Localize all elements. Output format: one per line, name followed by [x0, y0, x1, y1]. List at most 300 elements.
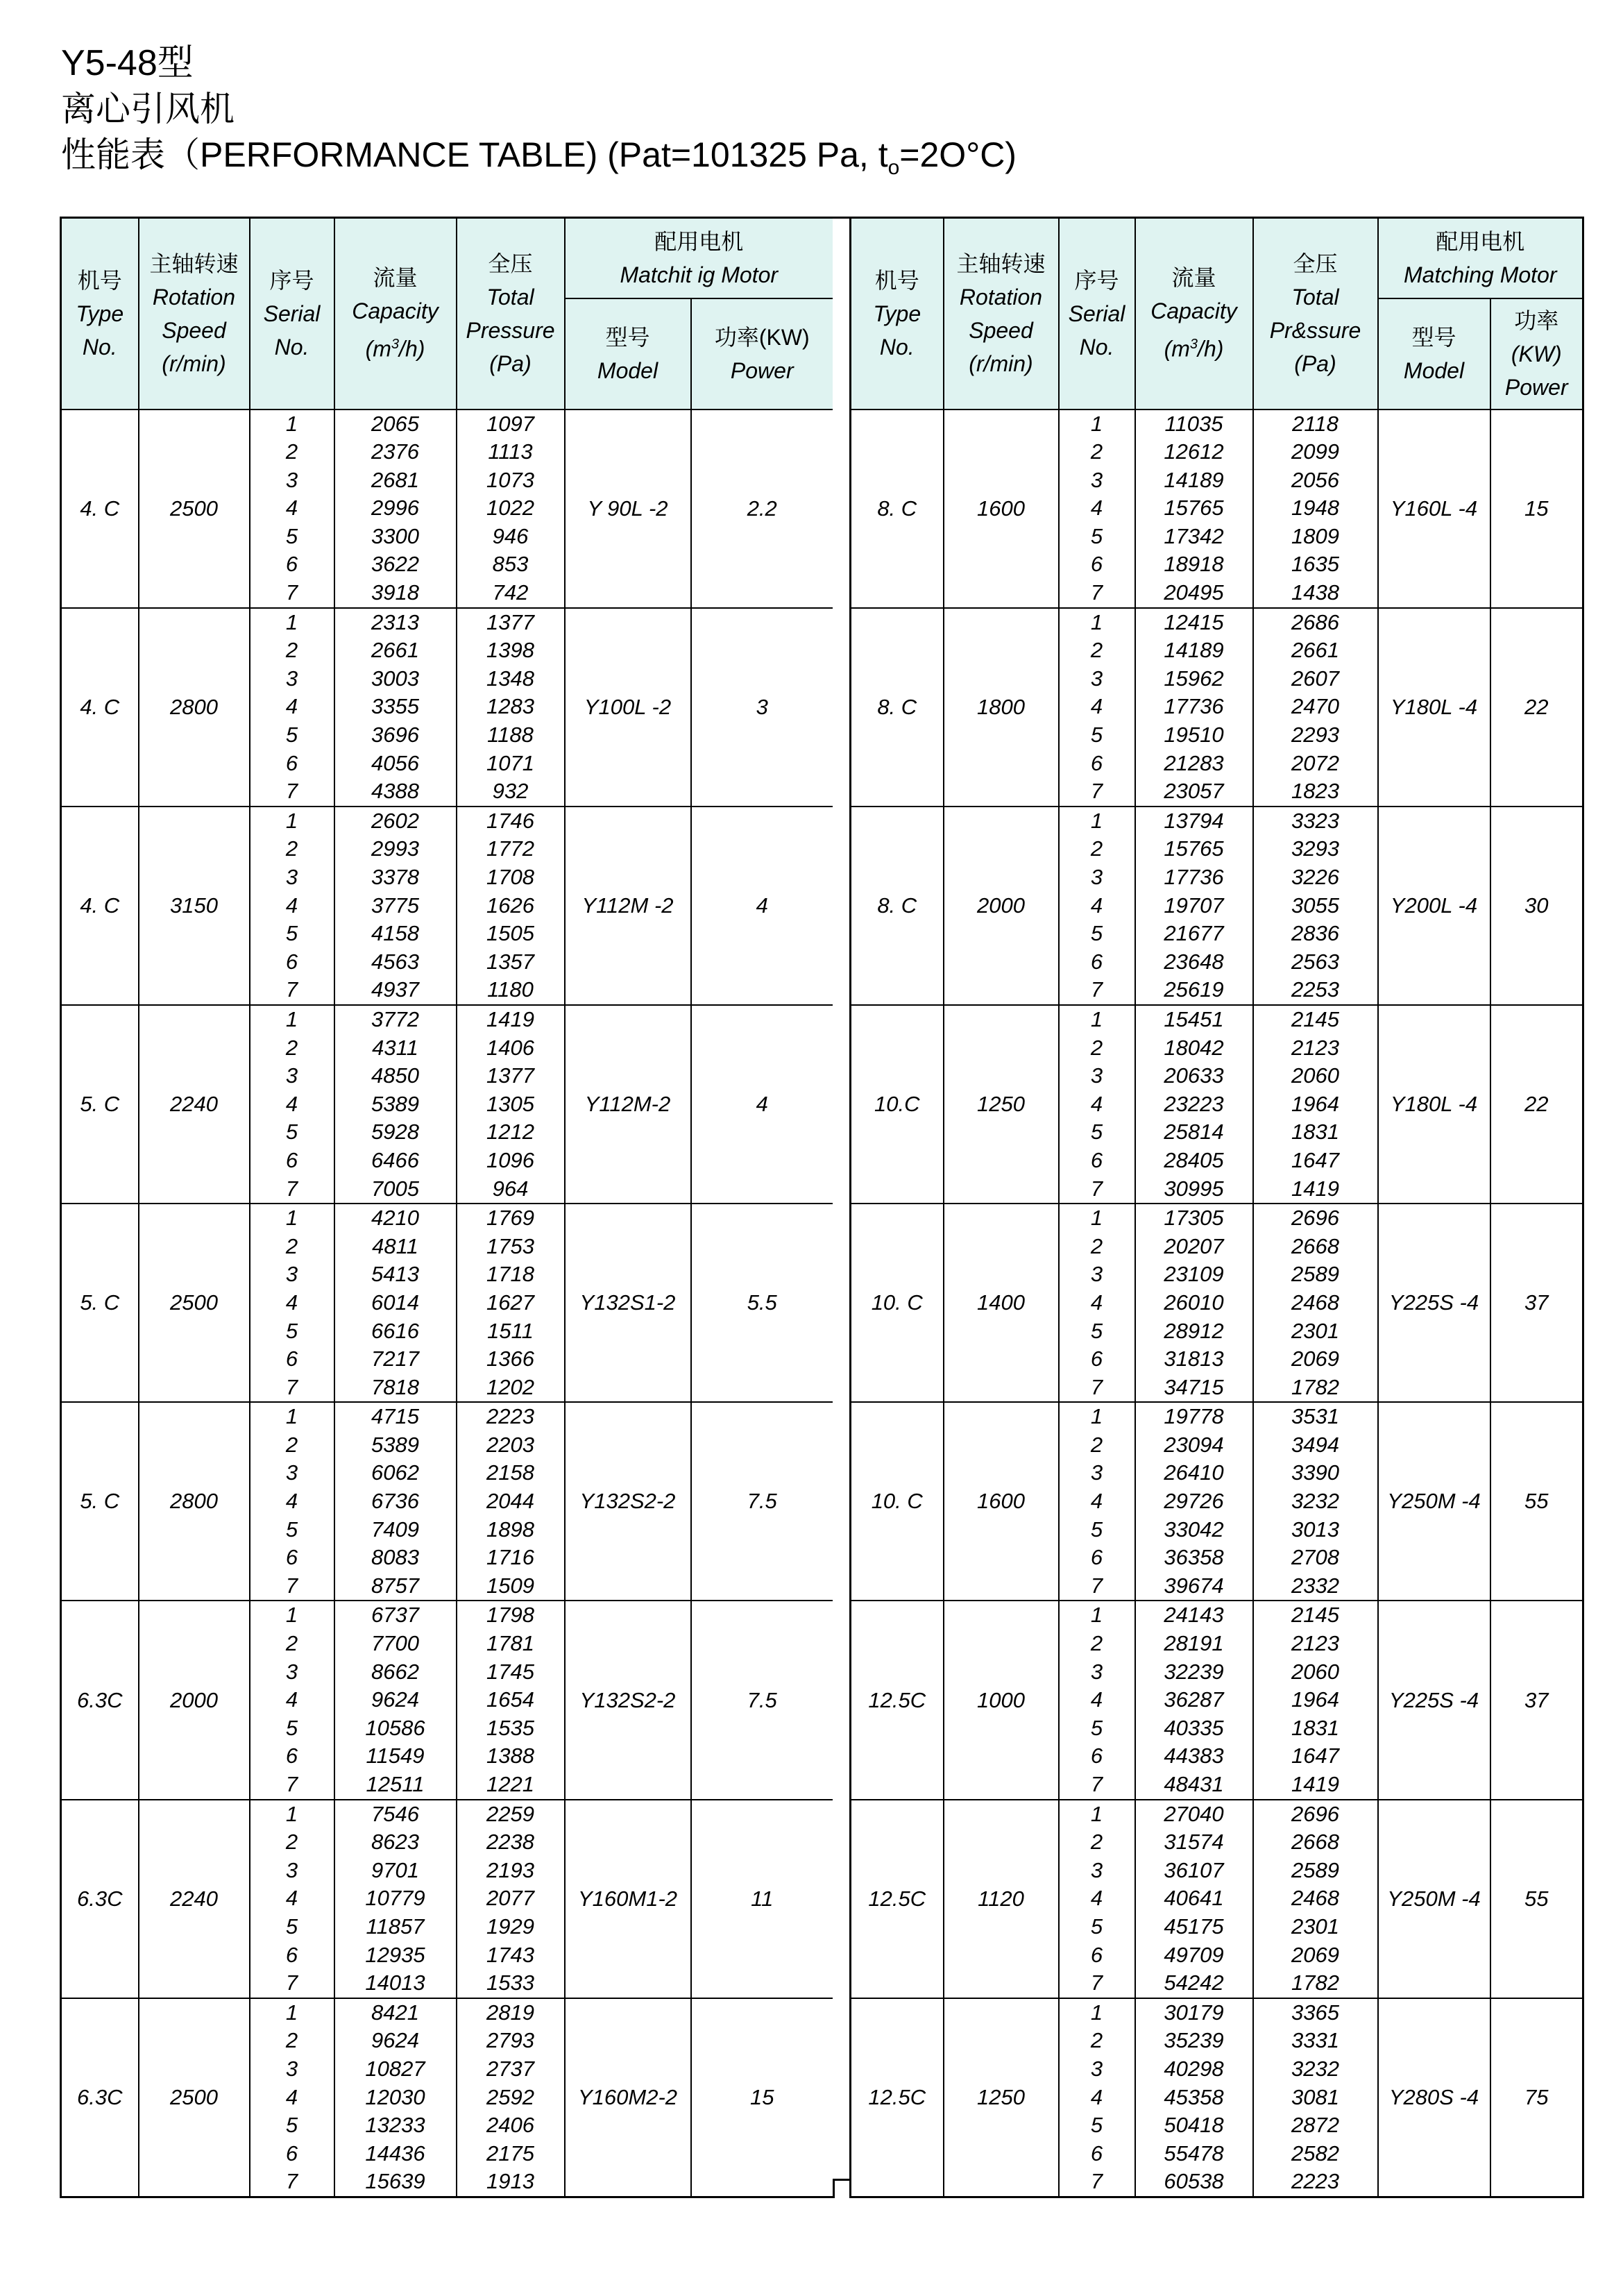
capacity-cell — [334, 807, 457, 1005]
type-no-cell: 5. C — [61, 1204, 139, 1402]
serial-no-cell-value: 6 — [285, 2141, 298, 2166]
type-no-cell: 12.5C — [851, 1601, 944, 1799]
total-pressure-cell — [1253, 1601, 1378, 1799]
total-pressure-cell-value: 1073 — [486, 467, 534, 492]
capacity-cell-value: 26010 — [1164, 1290, 1224, 1315]
total-pressure-cell-value: 1745 — [486, 1659, 534, 1684]
serial-no-cell — [250, 1402, 334, 1601]
header-total-pressure-line: (Pa) — [489, 351, 532, 376]
capacity-cell-value: 26410 — [1164, 1460, 1224, 1485]
header-rotation-speed-line: Rotation — [152, 284, 236, 310]
capacity-cell-value: 10586 — [365, 1715, 425, 1740]
capacity-cell — [334, 608, 457, 807]
serial-no-cell-value: 5 — [1090, 1914, 1103, 1939]
serial-no-cell-value: 2 — [285, 1035, 298, 1060]
serial-no-cell-value: 6 — [1090, 2141, 1103, 2166]
serial-no-cell-value: 5 — [285, 523, 298, 548]
capacity-cell-value: 34715 — [1164, 1374, 1224, 1399]
motor-model-cell: Y160M1-2 — [565, 1800, 691, 1998]
total-pressure-cell-value: 3390 — [1291, 1460, 1339, 1485]
serial-no-cell-value: 2 — [1090, 2028, 1103, 2053]
capacity-cell — [1135, 1998, 1253, 2197]
capacity-cell-value: 4388 — [371, 779, 419, 804]
capacity-cell-value: 12511 — [366, 1772, 425, 1796]
total-pressure-cell-value: 2661 — [1291, 638, 1339, 663]
serial-no-cell-value: 4 — [1090, 2084, 1103, 2109]
total-pressure-cell — [1253, 608, 1378, 807]
capacity-cell-value: 29726 — [1164, 1489, 1224, 1514]
capacity-cell-value: 3003 — [371, 666, 419, 691]
capacity-cell-value: 55478 — [1164, 2141, 1224, 2166]
motor-power-cell: 55 — [1490, 1800, 1583, 1998]
total-pressure-cell — [1253, 807, 1378, 1005]
serial-no-cell-value: 7 — [285, 580, 298, 605]
capacity-cell — [1135, 1601, 1253, 1799]
total-pressure-cell — [457, 1402, 565, 1601]
capacity-cell-value: 32239 — [1164, 1659, 1224, 1684]
header-motor-power — [691, 298, 834, 410]
total-pressure-cell-value: 1535 — [486, 1715, 534, 1740]
total-pressure-cell-value: 1357 — [486, 949, 534, 974]
table-row — [851, 807, 1583, 1005]
total-pressure-cell-value: 1366 — [486, 1347, 534, 1371]
serial-no-cell-value: 1 — [1090, 411, 1103, 436]
capacity-cell-value: 39674 — [1164, 1573, 1224, 1598]
capacity-cell-value: 6737 — [371, 1603, 419, 1628]
capacity-cell — [334, 1402, 457, 1601]
capacity-cell-value: 8421 — [371, 2000, 419, 2025]
serial-no-cell-value: 4 — [285, 1687, 298, 1712]
capacity-cell-value: 60538 — [1164, 2169, 1224, 2194]
serial-no-cell-value: 7 — [285, 1374, 298, 1399]
rotation-speed-cell: 2500 — [139, 410, 250, 608]
capacity-cell-value: 3918 — [371, 580, 419, 605]
total-pressure-cell-value: 1831 — [1291, 1120, 1339, 1145]
capacity-cell-value: 49709 — [1164, 1942, 1224, 1967]
total-pressure-cell-value: 3232 — [1291, 1489, 1339, 1514]
rotation-speed-cell: 1600 — [944, 410, 1059, 608]
capacity-cell-value: 8662 — [371, 1659, 419, 1684]
capacity-cell-value: 7409 — [371, 1517, 419, 1542]
serial-no-cell-value: 3 — [285, 666, 298, 691]
type-no-cell: 10. C — [851, 1402, 944, 1601]
capacity-cell-value: 8757 — [371, 1573, 419, 1598]
header-motor-power-line: (KW) — [1511, 341, 1562, 366]
serial-no-cell-value: 4 — [1090, 1489, 1103, 1514]
header-total-pressure-line: Total — [1291, 284, 1339, 310]
serial-no-cell-value: 4 — [1090, 1290, 1103, 1315]
total-pressure-cell-value: 1718 — [486, 1262, 534, 1287]
total-pressure-cell-value: 1071 — [486, 750, 534, 775]
total-pressure-cell-value: 1438 — [1291, 580, 1339, 605]
total-pressure-cell-value: 2293 — [1291, 723, 1339, 748]
header-matching-motor-line: 配用电机 — [1436, 228, 1525, 254]
total-pressure-cell-value: 2589 — [1291, 1857, 1339, 1882]
capacity-cell — [1135, 807, 1253, 1005]
motor-power-cell: 55 — [1490, 1402, 1583, 1601]
serial-no-cell-value: 6 — [285, 1147, 298, 1172]
total-pressure-cell-value: 1188 — [487, 723, 534, 748]
serial-no-cell-value: 6 — [285, 552, 298, 577]
table-row — [61, 1005, 834, 1204]
capacity-cell-value: 19510 — [1164, 723, 1224, 748]
total-pressure-cell — [1253, 1005, 1378, 1204]
table-row — [61, 608, 834, 807]
table-row — [61, 1402, 834, 1601]
serial-no-cell-value: 5 — [285, 2113, 298, 2138]
serial-no-cell-value: 4 — [285, 1886, 298, 1911]
total-pressure-cell-value: 2145 — [1291, 1603, 1339, 1628]
capacity-cell-value: 20207 — [1164, 1233, 1224, 1258]
total-pressure-cell — [1253, 1402, 1378, 1601]
capacity-cell-value: 3378 — [371, 865, 419, 889]
capacity-cell-value: 2376 — [371, 439, 419, 464]
right-table — [849, 217, 1582, 2194]
capacity-cell-value: 7818 — [371, 1374, 419, 1399]
total-pressure-cell-value: 2099 — [1291, 439, 1339, 464]
total-pressure-cell — [457, 1204, 565, 1402]
total-pressure-cell-value: 1348 — [486, 666, 534, 691]
motor-power-cell: 4 — [691, 1005, 834, 1204]
capacity-cell-value: 7005 — [371, 1176, 419, 1201]
motor-power-cell: 3 — [691, 608, 834, 807]
rotation-speed-cell: 1400 — [944, 1204, 1059, 1402]
capacity-cell-value: 5389 — [371, 1091, 419, 1116]
capacity-cell-value: 20633 — [1164, 1063, 1224, 1088]
capacity-cell-value: 6062 — [371, 1460, 419, 1485]
capacity-cell-value: 21677 — [1164, 921, 1224, 946]
header-total-pressure-line: 全压 — [488, 251, 533, 276]
rotation-speed-cell: 1250 — [944, 1998, 1059, 2197]
serial-no-cell-value: 4 — [285, 2084, 298, 2109]
rotation-speed-cell: 2000 — [139, 1601, 250, 1799]
serial-no-cell-value: 3 — [1090, 865, 1103, 889]
total-pressure-cell-value: 2708 — [1291, 1545, 1339, 1570]
capacity-cell-value: 23057 — [1164, 779, 1224, 804]
total-pressure-cell-value: 1647 — [1291, 1744, 1339, 1769]
capacity-cell — [1135, 410, 1253, 608]
capacity-cell-value: 15451 — [1164, 1006, 1224, 1031]
capacity-cell-value: 19707 — [1164, 893, 1224, 918]
capacity-cell — [1135, 1800, 1253, 1998]
total-pressure-cell-value: 1809 — [1291, 523, 1339, 548]
total-pressure-cell-value: 2582 — [1291, 2141, 1339, 2166]
serial-no-cell — [250, 410, 334, 608]
serial-no-cell-value: 7 — [285, 1970, 298, 1995]
rotation-speed-cell: 1600 — [944, 1402, 1059, 1601]
serial-no-cell-value: 7 — [285, 1772, 298, 1796]
serial-no-cell-value: 6 — [285, 1545, 298, 1570]
type-no-cell: 6.3C — [61, 1800, 139, 1998]
header-rotation-speed-line: 主轴转速 — [149, 251, 239, 276]
motor-power-cell: 11 — [691, 1800, 834, 1998]
capacity-cell-value: 3775 — [371, 893, 419, 918]
header-serial-no-line: Serial — [1068, 301, 1125, 326]
rotation-speed-cell: 2240 — [139, 1800, 250, 1998]
capacity-cell-value: 13794 — [1164, 808, 1224, 833]
table-row — [61, 1204, 834, 1402]
serial-no-cell-value: 7 — [1090, 779, 1103, 804]
serial-no-cell-value: 1 — [285, 609, 298, 634]
total-pressure-cell-value: 932 — [492, 779, 529, 804]
type-no-cell: 8. C — [851, 410, 944, 608]
header-motor-power-line: Power — [730, 357, 794, 383]
capacity-cell — [334, 1601, 457, 1799]
serial-no-cell-value: 5 — [285, 723, 298, 748]
capacity-cell-value: 28405 — [1164, 1147, 1224, 1172]
total-pressure-cell-value: 946 — [492, 523, 529, 548]
serial-no-cell-value: 7 — [285, 2169, 298, 2194]
header-capacity-unit: (m — [365, 337, 391, 362]
left-table — [60, 217, 833, 2194]
capacity-cell-value: 4811 — [372, 1233, 418, 1258]
rotation-speed-cell: 2500 — [139, 1998, 250, 2197]
total-pressure-cell-value: 964 — [492, 1176, 529, 1201]
serial-no-cell-value: 6 — [1090, 1347, 1103, 1371]
header-total-pressure-line: Pressure — [466, 317, 555, 343]
total-pressure-cell-value: 2123 — [1291, 1035, 1339, 1060]
total-pressure-cell-value: 1505 — [486, 921, 534, 946]
capacity-cell-value: 11549 — [366, 1744, 425, 1769]
serial-no-cell-value: 4 — [1090, 496, 1103, 521]
capacity-cell-value: 2993 — [371, 836, 419, 861]
total-pressure-cell-value: 3331 — [1291, 2028, 1339, 2053]
serial-no-cell-value: 2 — [1090, 1830, 1103, 1855]
total-pressure-cell-value: 3531 — [1291, 1404, 1339, 1429]
header-motor-power-line: 功率 — [1514, 307, 1559, 333]
header-motor-model — [1378, 298, 1490, 410]
serial-no-cell-value: 1 — [1090, 609, 1103, 634]
serial-no-cell-value: 3 — [285, 1460, 298, 1485]
total-pressure-cell-value: 3081 — [1291, 2084, 1339, 2109]
total-pressure-cell-value: 1964 — [1291, 1687, 1339, 1712]
total-pressure-cell-value: 3055 — [1291, 893, 1339, 918]
serial-no-cell-value: 6 — [1090, 1744, 1103, 1769]
motor-power-cell: 22 — [1490, 608, 1583, 807]
serial-no-cell — [1059, 1005, 1135, 1204]
total-pressure-cell-value: 2118 — [1292, 411, 1339, 436]
total-pressure-cell — [457, 1800, 565, 1998]
serial-no-cell-value: 1 — [1090, 1603, 1103, 1628]
capacity-cell-value: 15639 — [365, 2169, 425, 2194]
capacity-cell-value: 8083 — [371, 1545, 419, 1570]
capacity-cell-value: 6014 — [371, 1290, 419, 1315]
total-pressure-cell-value: 2069 — [1291, 1942, 1339, 1967]
serial-no-cell-value: 3 — [1090, 1262, 1103, 1287]
serial-no-cell-value: 5 — [285, 1715, 298, 1740]
capacity-cell-value: 17305 — [1164, 1206, 1224, 1231]
table-row — [61, 1601, 834, 1799]
header-capacity-unit-tail: /h) — [1198, 337, 1224, 362]
motor-model-cell: Y132S1-2 — [565, 1204, 691, 1402]
header-motor-model — [565, 298, 691, 410]
serial-no-cell-value: 3 — [285, 467, 298, 492]
serial-no-cell-value: 2 — [285, 1432, 298, 1457]
header-rotation-speed-line: 主轴转速 — [956, 251, 1046, 276]
capacity-cell-value: 18918 — [1164, 552, 1224, 577]
total-pressure-cell-value: 3226 — [1291, 865, 1339, 889]
capacity-cell-value: 2661 — [371, 638, 419, 663]
capacity-cell-value: 25619 — [1164, 977, 1224, 1002]
total-pressure-cell — [1253, 1998, 1378, 2197]
type-no-cell: 4. C — [61, 807, 139, 1005]
capacity-cell-value: 7700 — [371, 1631, 419, 1656]
capacity-cell-value: 8623 — [371, 1830, 419, 1855]
total-pressure-cell-value: 2223 — [1291, 2169, 1339, 2194]
total-pressure-cell-value: 1746 — [486, 808, 534, 833]
capacity-cell-value: 20495 — [1164, 580, 1224, 605]
table-title: 性能表（PERFORMANCE TABLE) (Pat=101325 Pa, $t_o=2O^\circ C$) — [61, 135, 1017, 179]
type-no-cell: 4. C — [61, 608, 139, 807]
serial-no-cell-value: 4 — [1090, 1091, 1103, 1116]
capacity-cell-value: 4563 — [371, 949, 419, 974]
product-name: 离心引风机 — [61, 90, 235, 128]
total-pressure-cell-value: 1096 — [486, 1147, 534, 1172]
capacity-cell-value: 23109 — [1164, 1262, 1224, 1287]
capacity-cell-value: 2681 — [371, 467, 419, 492]
rotation-speed-cell: 2240 — [139, 1005, 250, 1204]
motor-power-cell: 5.5 — [691, 1204, 834, 1402]
rotation-speed-cell: 3150 — [139, 807, 250, 1005]
capacity-cell-value: 45175 — [1164, 1914, 1224, 1939]
capacity-cell-value: 40298 — [1164, 2056, 1224, 2081]
total-pressure-cell-value: 1654 — [486, 1687, 534, 1712]
total-pressure-cell-value: 2668 — [1291, 1233, 1339, 1258]
serial-no-cell — [1059, 1402, 1135, 1601]
header-capacity-unit-exp: 3 — [391, 337, 400, 353]
total-pressure-cell-value: 2123 — [1291, 1631, 1339, 1656]
capacity-cell-value: 3622 — [371, 552, 419, 577]
serial-no-cell — [1059, 1998, 1135, 2197]
header-type-no-line: 机号 — [77, 267, 122, 293]
capacity-cell-value: 2996 — [371, 496, 419, 521]
capacity-cell-value: 9701 — [371, 1857, 419, 1882]
serial-no-cell — [250, 1204, 334, 1402]
motor-power-cell: 37 — [1490, 1601, 1583, 1799]
total-pressure-cell-value: 3323 — [1291, 808, 1339, 833]
serial-no-cell-value: 3 — [1090, 1460, 1103, 1485]
capacity-cell — [1135, 1402, 1253, 1601]
serial-no-cell — [1059, 410, 1135, 608]
total-pressure-cell-value: 1635 — [1291, 552, 1339, 577]
serial-no-cell-value: 6 — [1090, 552, 1103, 577]
motor-model-cell: Y180L -4 — [1378, 1005, 1490, 1204]
total-pressure-cell-value: 2072 — [1291, 750, 1339, 775]
serial-no-cell-value: 4 — [285, 1489, 298, 1514]
serial-no-cell-value: 3 — [1090, 1857, 1103, 1882]
total-pressure-cell-value: 2668 — [1291, 1830, 1339, 1855]
capacity-cell-value: 9624 — [371, 2028, 419, 2053]
header-capacity-unit: (m — [1164, 337, 1190, 362]
total-pressure-cell-value: 1377 — [486, 609, 534, 634]
serial-no-cell-value: 6 — [285, 750, 298, 775]
serial-no-cell — [250, 1800, 334, 1998]
motor-power-cell: 2.2 — [691, 410, 834, 608]
capacity-cell-value: 14013 — [365, 1970, 425, 1995]
serial-no-cell-value: 2 — [1090, 638, 1103, 663]
header-type-no-line: No. — [82, 334, 117, 360]
total-pressure-cell-value: 1708 — [486, 865, 534, 889]
serial-no-cell-value: 2 — [1090, 836, 1103, 861]
serial-no-cell — [1059, 1800, 1135, 1998]
capacity-cell-value: 4850 — [371, 1063, 419, 1088]
serial-no-cell-value: 6 — [285, 1744, 298, 1769]
header-motor-power-line: 功率(KW) — [714, 324, 810, 350]
capacity-cell-value: 11857 — [366, 1914, 425, 1939]
serial-no-cell-value: 1 — [1090, 1404, 1103, 1429]
capacity-cell-value: 50418 — [1164, 2113, 1224, 2138]
total-pressure-cell-value: 2223 — [486, 1404, 534, 1429]
total-pressure-cell-value: 1022 — [486, 496, 534, 521]
serial-no-cell-value: 5 — [1090, 2113, 1103, 2138]
total-pressure-cell-value: 2060 — [1291, 1659, 1339, 1684]
serial-no-cell-value: 7 — [1090, 1573, 1103, 1598]
total-pressure-cell-value: 1782 — [1291, 1970, 1339, 1995]
header-rotation-speed-line: (r/min) — [162, 351, 226, 376]
table-row — [61, 1998, 834, 2197]
total-pressure-cell-value: 2592 — [486, 2084, 534, 2109]
total-pressure-cell-value: 3365 — [1291, 2000, 1339, 2025]
capacity-cell-value: 7546 — [371, 1801, 419, 1826]
motor-model-cell: Y 90L -2 — [565, 410, 691, 608]
header-motor-model-line: 型号 — [605, 324, 650, 350]
table-row — [61, 1800, 834, 1998]
total-pressure-cell-value: 1823 — [1291, 779, 1339, 804]
capacity-cell — [334, 1998, 457, 2197]
capacity-cell-value: 17736 — [1164, 865, 1224, 889]
header-capacity-line: 流量 — [373, 265, 418, 291]
total-pressure-cell-value: 1097 — [486, 411, 534, 436]
total-pressure-cell-value: 1419 — [486, 1006, 534, 1031]
serial-no-cell-value: 7 — [285, 1573, 298, 1598]
motor-model-cell: Y250M -4 — [1378, 1402, 1490, 1601]
total-pressure-cell — [457, 1005, 565, 1204]
rotation-speed-cell: 1800 — [944, 608, 1059, 807]
serial-no-cell-value: 2 — [285, 638, 298, 663]
table-row — [851, 608, 1583, 807]
serial-no-cell-value: 1 — [285, 808, 298, 833]
serial-no-cell-value: 3 — [285, 1063, 298, 1088]
total-pressure-cell-value: 1212 — [486, 1120, 534, 1145]
table-row — [851, 1800, 1583, 1998]
motor-model-cell: Y132S2-2 — [565, 1601, 691, 1799]
header-capacity-unit-tail: /h) — [399, 337, 425, 362]
header-total-pressure-line: Pr&ssure — [1269, 317, 1361, 343]
total-pressure-cell-value: 1716 — [486, 1545, 534, 1570]
serial-no-cell-value: 7 — [1090, 1176, 1103, 1201]
capacity-cell-value: 6466 — [371, 1147, 419, 1172]
capacity-cell-value: 30179 — [1164, 2000, 1224, 2025]
total-pressure-cell-value: 2301 — [1291, 1318, 1339, 1343]
capacity-cell-value: 31813 — [1164, 1347, 1224, 1371]
header-capacity-line: Capacity — [1150, 298, 1237, 324]
total-pressure-cell-value: 1509 — [486, 1573, 534, 1598]
capacity-cell-value: 4056 — [371, 750, 419, 775]
total-pressure-cell-value: 742 — [492, 580, 529, 605]
total-pressure-cell-value: 1964 — [1291, 1091, 1339, 1116]
total-pressure-cell-value: 2145 — [1291, 1006, 1339, 1031]
total-pressure-cell-value: 2044 — [486, 1489, 534, 1514]
total-pressure-cell-value: 1627 — [486, 1290, 534, 1315]
capacity-cell-value: 12612 — [1164, 439, 1224, 464]
serial-no-cell-value: 1 — [285, 2000, 298, 2025]
total-pressure-cell-value: 1388 — [486, 1744, 534, 1769]
header-rotation-speed-line: Rotation — [959, 284, 1043, 310]
rotation-speed-cell: 2800 — [139, 1402, 250, 1601]
type-no-cell: 5. C — [61, 1402, 139, 1601]
total-pressure-cell-value: 2607 — [1291, 666, 1339, 691]
capacity-cell-value: 6616 — [371, 1318, 419, 1343]
